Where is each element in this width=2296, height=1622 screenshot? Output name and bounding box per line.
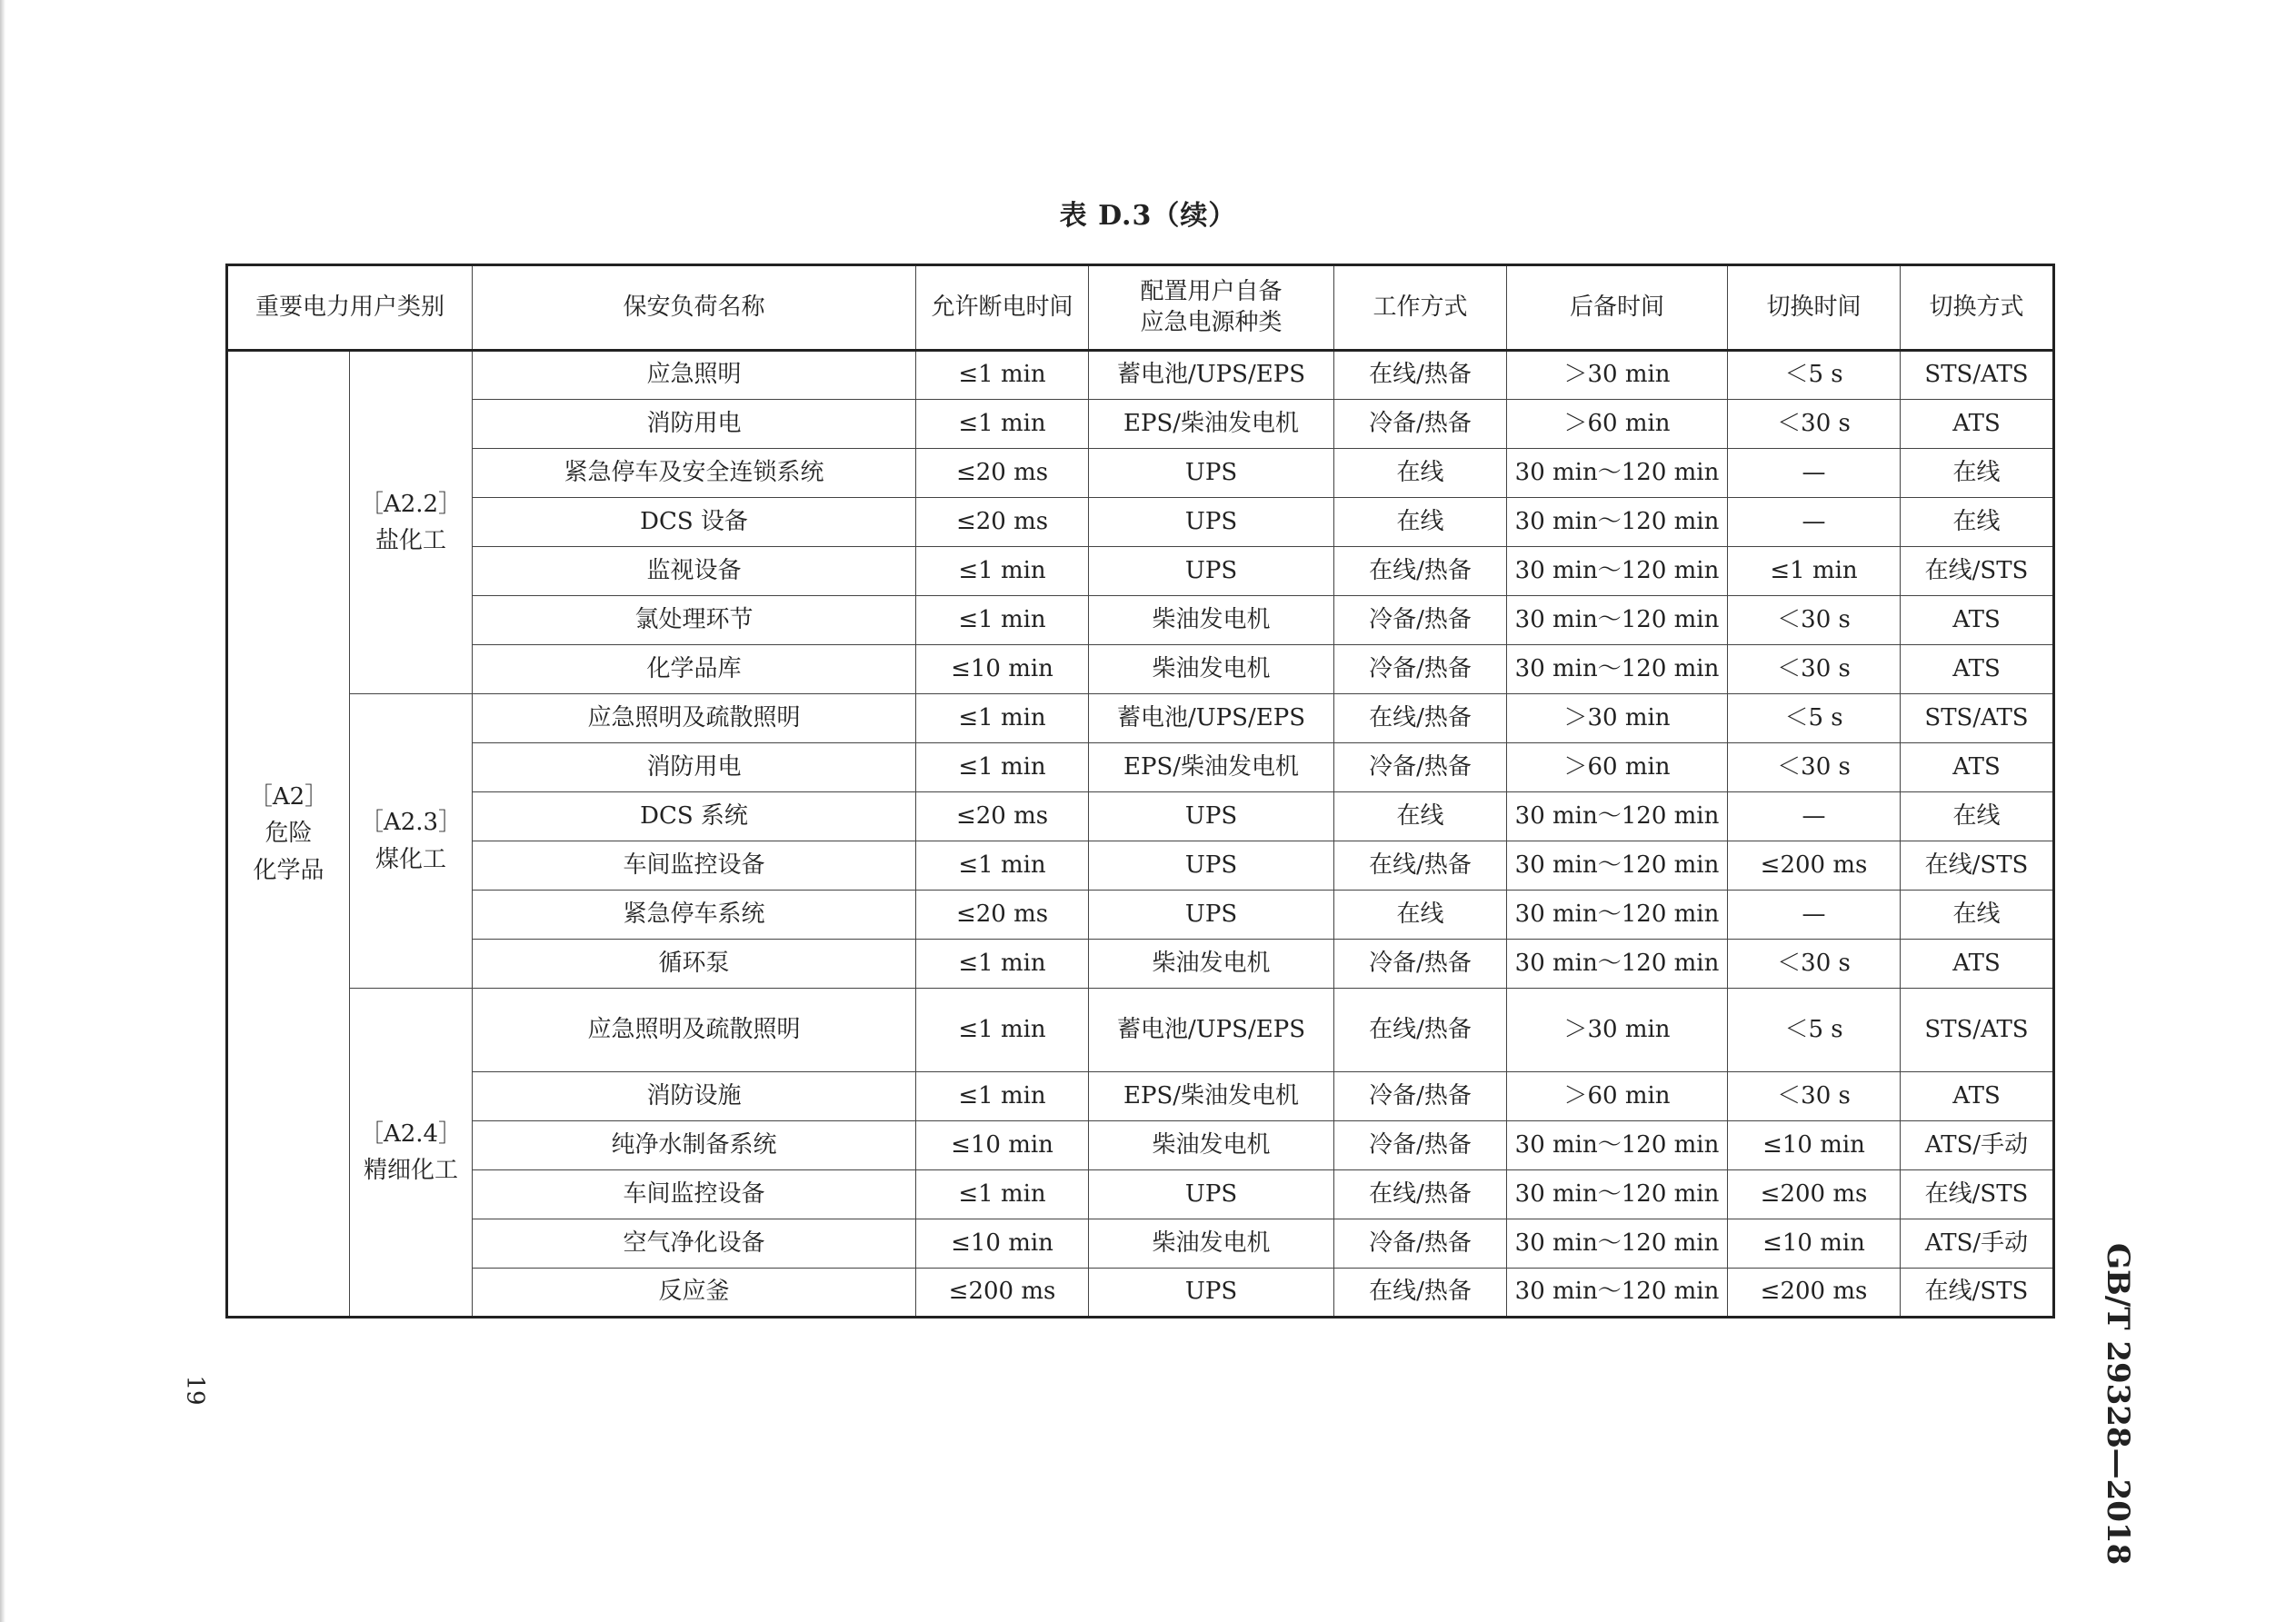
cell-power-source: 柴油发电机 xyxy=(1089,1121,1334,1170)
cell-backup-time: 30 min～120 min xyxy=(1507,596,1728,645)
cell-power-source: 蓄电池/UPS/EPS xyxy=(1089,694,1334,743)
cell-switch-mode: 在线 xyxy=(1901,449,2054,498)
cell-backup-time: 30 min～120 min xyxy=(1507,1269,1728,1318)
emergency-power-table xyxy=(225,264,2055,1318)
cell-power-source: 蓄电池/UPS/EPS xyxy=(1089,989,1334,1072)
standard-code: GB/T 29328—2018 xyxy=(2100,1243,2136,1566)
cell-backup-time: 30 min～120 min xyxy=(1507,841,1728,891)
cell-backup-time: ＞60 min xyxy=(1507,400,1728,449)
cell-allowed-outage: ≤1 min xyxy=(916,400,1089,449)
cell-backup-time: 30 min～120 min xyxy=(1507,792,1728,841)
cell-allowed-outage: ≤20 ms xyxy=(916,792,1089,841)
cell-work-mode: 在线 xyxy=(1334,792,1507,841)
cell-allowed-outage: ≤1 min xyxy=(916,547,1089,596)
cell-switch-mode: STS/ATS xyxy=(1901,351,2054,400)
cell-load-name: 反应釜 xyxy=(473,1269,916,1318)
cell-power-source: UPS xyxy=(1089,891,1334,940)
cell-power-source: UPS xyxy=(1089,1170,1334,1219)
cell-switch-mode: ATS xyxy=(1901,645,2054,694)
cell-work-mode: 冷备/热备 xyxy=(1334,743,1507,792)
table-row xyxy=(227,498,2054,547)
table-row xyxy=(227,596,2054,645)
table-row xyxy=(227,989,2054,1072)
cell-backup-time: 30 min～120 min xyxy=(1507,498,1728,547)
cell-load-name: 氯处理环节 xyxy=(473,596,916,645)
header-work-mode: 工作方式 xyxy=(1334,265,1507,351)
category-cell xyxy=(227,351,350,1318)
cell-backup-time: ＞60 min xyxy=(1507,743,1728,792)
cell-power-source: 柴油发电机 xyxy=(1089,645,1334,694)
cell-backup-time: ＞30 min xyxy=(1507,694,1728,743)
subcategory-code: ［A2.3］ xyxy=(359,809,463,837)
cell-work-mode: 在线/热备 xyxy=(1334,841,1507,891)
table-row xyxy=(227,1269,2054,1318)
cell-switch-time: ≤10 min xyxy=(1728,1121,1901,1170)
cell-allowed-outage: ≤1 min xyxy=(916,989,1089,1072)
cell-power-source: EPS/柴油发电机 xyxy=(1089,400,1334,449)
cell-load-name: 车间监控设备 xyxy=(473,1170,916,1219)
cell-work-mode: 冷备/热备 xyxy=(1334,596,1507,645)
table-row xyxy=(227,1219,2054,1269)
cell-load-name: 消防设施 xyxy=(473,1072,916,1121)
cell-allowed-outage: ≤1 min xyxy=(916,1072,1089,1121)
subcategory-name: 盐化工 xyxy=(375,527,447,554)
subcategory-name: 精细化工 xyxy=(364,1157,459,1184)
cell-switch-mode: ATS/手动 xyxy=(1901,1121,2054,1170)
cell-load-name: 纯净水制备系统 xyxy=(473,1121,916,1170)
cell-backup-time: 30 min～120 min xyxy=(1507,645,1728,694)
cell-load-name: 车间监控设备 xyxy=(473,841,916,891)
cell-switch-time: ＜30 s xyxy=(1728,940,1901,989)
cell-switch-mode: ATS xyxy=(1901,940,2054,989)
table-row xyxy=(227,940,2054,989)
cell-power-source: 蓄电池/UPS/EPS xyxy=(1089,351,1334,400)
page-edge-shadow xyxy=(0,0,5,1622)
table-row xyxy=(227,841,2054,891)
table-row xyxy=(227,694,2054,743)
subcategory-name: 煤化工 xyxy=(375,845,447,873)
cell-switch-mode: ATS xyxy=(1901,596,2054,645)
cell-switch-time: ＜30 s xyxy=(1728,645,1901,694)
cell-switch-time: ＜30 s xyxy=(1728,596,1901,645)
cell-switch-time: — xyxy=(1728,891,1901,940)
table-row xyxy=(227,400,2054,449)
header-power-source-line2: 应急电源种类 xyxy=(1140,308,1283,336)
cell-backup-time: 30 min～120 min xyxy=(1507,547,1728,596)
table-row xyxy=(227,351,2054,400)
cell-switch-mode: STS/ATS xyxy=(1901,694,2054,743)
cell-work-mode: 冷备/热备 xyxy=(1334,1219,1507,1269)
cell-work-mode: 冷备/热备 xyxy=(1334,1121,1507,1170)
cell-load-name: 应急照明及疏散照明 xyxy=(473,989,916,1072)
cell-switch-mode: 在线/STS xyxy=(1901,1170,2054,1219)
cell-switch-time: ＜5 s xyxy=(1728,694,1901,743)
cell-switch-time: ＜30 s xyxy=(1728,400,1901,449)
subcategory-code: ［A2.2］ xyxy=(359,490,463,518)
cell-load-name: 化学品库 xyxy=(473,645,916,694)
cell-load-name: 紧急停车及安全连锁系统 xyxy=(473,449,916,498)
header-user-category: 重要电力用户类别 xyxy=(227,265,473,351)
cell-load-name: 消防用电 xyxy=(473,743,916,792)
cell-power-source: UPS xyxy=(1089,547,1334,596)
cell-load-name: DCS 设备 xyxy=(473,498,916,547)
cell-switch-time: ＜5 s xyxy=(1728,989,1901,1072)
cell-load-name: DCS 系统 xyxy=(473,792,916,841)
cell-allowed-outage: ≤1 min xyxy=(916,940,1089,989)
cell-allowed-outage: ≤20 ms xyxy=(916,449,1089,498)
cell-backup-time: 30 min～120 min xyxy=(1507,940,1728,989)
cell-work-mode: 在线/热备 xyxy=(1334,989,1507,1072)
cell-power-source: UPS xyxy=(1089,792,1334,841)
cell-work-mode: 冷备/热备 xyxy=(1334,1072,1507,1121)
cell-switch-mode: 在线 xyxy=(1901,792,2054,841)
cell-work-mode: 在线/热备 xyxy=(1334,547,1507,596)
cell-backup-time: 30 min～120 min xyxy=(1507,1219,1728,1269)
subcategory-cell xyxy=(350,989,473,1318)
cell-backup-time: 30 min～120 min xyxy=(1507,449,1728,498)
cell-switch-time: ≤200 ms xyxy=(1728,1269,1901,1318)
cell-switch-time: — xyxy=(1728,792,1901,841)
cell-work-mode: 在线/热备 xyxy=(1334,1269,1507,1318)
cell-switch-time: — xyxy=(1728,498,1901,547)
cell-power-source: UPS xyxy=(1089,449,1334,498)
cell-allowed-outage: ≤1 min xyxy=(916,743,1089,792)
cell-power-source: UPS xyxy=(1089,841,1334,891)
subcategory-cell xyxy=(350,351,473,694)
table-row xyxy=(227,645,2054,694)
table-row xyxy=(227,792,2054,841)
cell-switch-time: ＜30 s xyxy=(1728,1072,1901,1121)
table-row xyxy=(227,449,2054,498)
cell-backup-time: ＞30 min xyxy=(1507,351,1728,400)
cell-allowed-outage: ≤200 ms xyxy=(916,1269,1089,1318)
cell-switch-mode: ATS xyxy=(1901,1072,2054,1121)
cell-allowed-outage: ≤1 min xyxy=(916,1170,1089,1219)
cell-allowed-outage: ≤1 min xyxy=(916,351,1089,400)
header-load-name: 保安负荷名称 xyxy=(473,265,916,351)
cell-backup-time: 30 min～120 min xyxy=(1507,891,1728,940)
header-power-source xyxy=(1089,265,1334,351)
cell-switch-time: — xyxy=(1728,449,1901,498)
cell-backup-time: ＞30 min xyxy=(1507,989,1728,1072)
cell-load-name: 应急照明及疏散照明 xyxy=(473,694,916,743)
cell-allowed-outage: ≤1 min xyxy=(916,596,1089,645)
header-backup-time: 后备时间 xyxy=(1507,265,1728,351)
category-label: 化学品 xyxy=(253,856,324,884)
header-switch-mode: 切换方式 xyxy=(1901,265,2054,351)
cell-allowed-outage: ≤10 min xyxy=(916,645,1089,694)
page-number: 19 xyxy=(181,1375,209,1406)
table-row xyxy=(227,1170,2054,1219)
cell-work-mode: 在线 xyxy=(1334,498,1507,547)
cell-load-name: 消防用电 xyxy=(473,400,916,449)
category-label: 危险 xyxy=(265,820,313,848)
cell-power-source: 柴油发电机 xyxy=(1089,1219,1334,1269)
cell-switch-mode: STS/ATS xyxy=(1901,989,2054,1072)
cell-switch-mode: 在线/STS xyxy=(1901,1269,2054,1318)
table-row xyxy=(227,891,2054,940)
cell-work-mode: 冷备/热备 xyxy=(1334,400,1507,449)
cell-backup-time: ＞60 min xyxy=(1507,1072,1728,1121)
table-header-row xyxy=(227,265,2054,351)
table-row xyxy=(227,1072,2054,1121)
cell-work-mode: 在线 xyxy=(1334,891,1507,940)
cell-allowed-outage: ≤20 ms xyxy=(916,498,1089,547)
cell-allowed-outage: ≤1 min xyxy=(916,694,1089,743)
cell-power-source: 柴油发电机 xyxy=(1089,940,1334,989)
cell-switch-mode: ATS xyxy=(1901,400,2054,449)
cell-switch-mode: 在线 xyxy=(1901,891,2054,940)
cell-allowed-outage: ≤10 min xyxy=(916,1121,1089,1170)
header-allowed-outage: 允许断电时间 xyxy=(916,265,1089,351)
cell-switch-time: ≤1 min xyxy=(1728,547,1901,596)
cell-allowed-outage: ≤1 min xyxy=(916,841,1089,891)
cell-switch-mode: 在线/STS xyxy=(1901,841,2054,891)
cell-allowed-outage: ≤10 min xyxy=(916,1219,1089,1269)
cell-load-name: 空气净化设备 xyxy=(473,1219,916,1269)
cell-power-source: 柴油发电机 xyxy=(1089,596,1334,645)
cell-switch-time: ≤200 ms xyxy=(1728,841,1901,891)
cell-power-source: EPS/柴油发电机 xyxy=(1089,1072,1334,1121)
subcategory-cell xyxy=(350,694,473,989)
cell-work-mode: 在线/热备 xyxy=(1334,1170,1507,1219)
header-power-source-line1: 配置用户自备 xyxy=(1140,277,1283,305)
cell-work-mode: 冷备/热备 xyxy=(1334,645,1507,694)
cell-load-name: 紧急停车系统 xyxy=(473,891,916,940)
cell-switch-time: ≤10 min xyxy=(1728,1219,1901,1269)
cell-power-source: EPS/柴油发电机 xyxy=(1089,743,1334,792)
table-row xyxy=(227,1121,2054,1170)
cell-work-mode: 在线/热备 xyxy=(1334,351,1507,400)
cell-switch-time: ＜5 s xyxy=(1728,351,1901,400)
cell-work-mode: 在线 xyxy=(1334,449,1507,498)
cell-switch-mode: ATS xyxy=(1901,743,2054,792)
cell-backup-time: 30 min～120 min xyxy=(1507,1121,1728,1170)
cell-power-source: UPS xyxy=(1089,498,1334,547)
cell-work-mode: 冷备/热备 xyxy=(1334,940,1507,989)
cell-load-name: 应急照明 xyxy=(473,351,916,400)
table-row xyxy=(227,547,2054,596)
subcategory-code: ［A2.4］ xyxy=(359,1119,463,1148)
category-label: ［A2］ xyxy=(248,783,329,811)
table-row xyxy=(227,743,2054,792)
table-title: 表 D.3（续） xyxy=(1059,200,1237,232)
cell-switch-mode: 在线/STS xyxy=(1901,547,2054,596)
cell-work-mode: 在线/热备 xyxy=(1334,694,1507,743)
cell-switch-time: ＜30 s xyxy=(1728,743,1901,792)
cell-load-name: 循环泵 xyxy=(473,940,916,989)
cell-backup-time: 30 min～120 min xyxy=(1507,1170,1728,1219)
cell-load-name: 监视设备 xyxy=(473,547,916,596)
header-switch-time: 切换时间 xyxy=(1728,265,1901,351)
cell-power-source: UPS xyxy=(1089,1269,1334,1318)
cell-switch-mode: 在线 xyxy=(1901,498,2054,547)
cell-allowed-outage: ≤20 ms xyxy=(916,891,1089,940)
cell-switch-time: ≤200 ms xyxy=(1728,1170,1901,1219)
cell-switch-mode: ATS/手动 xyxy=(1901,1219,2054,1269)
